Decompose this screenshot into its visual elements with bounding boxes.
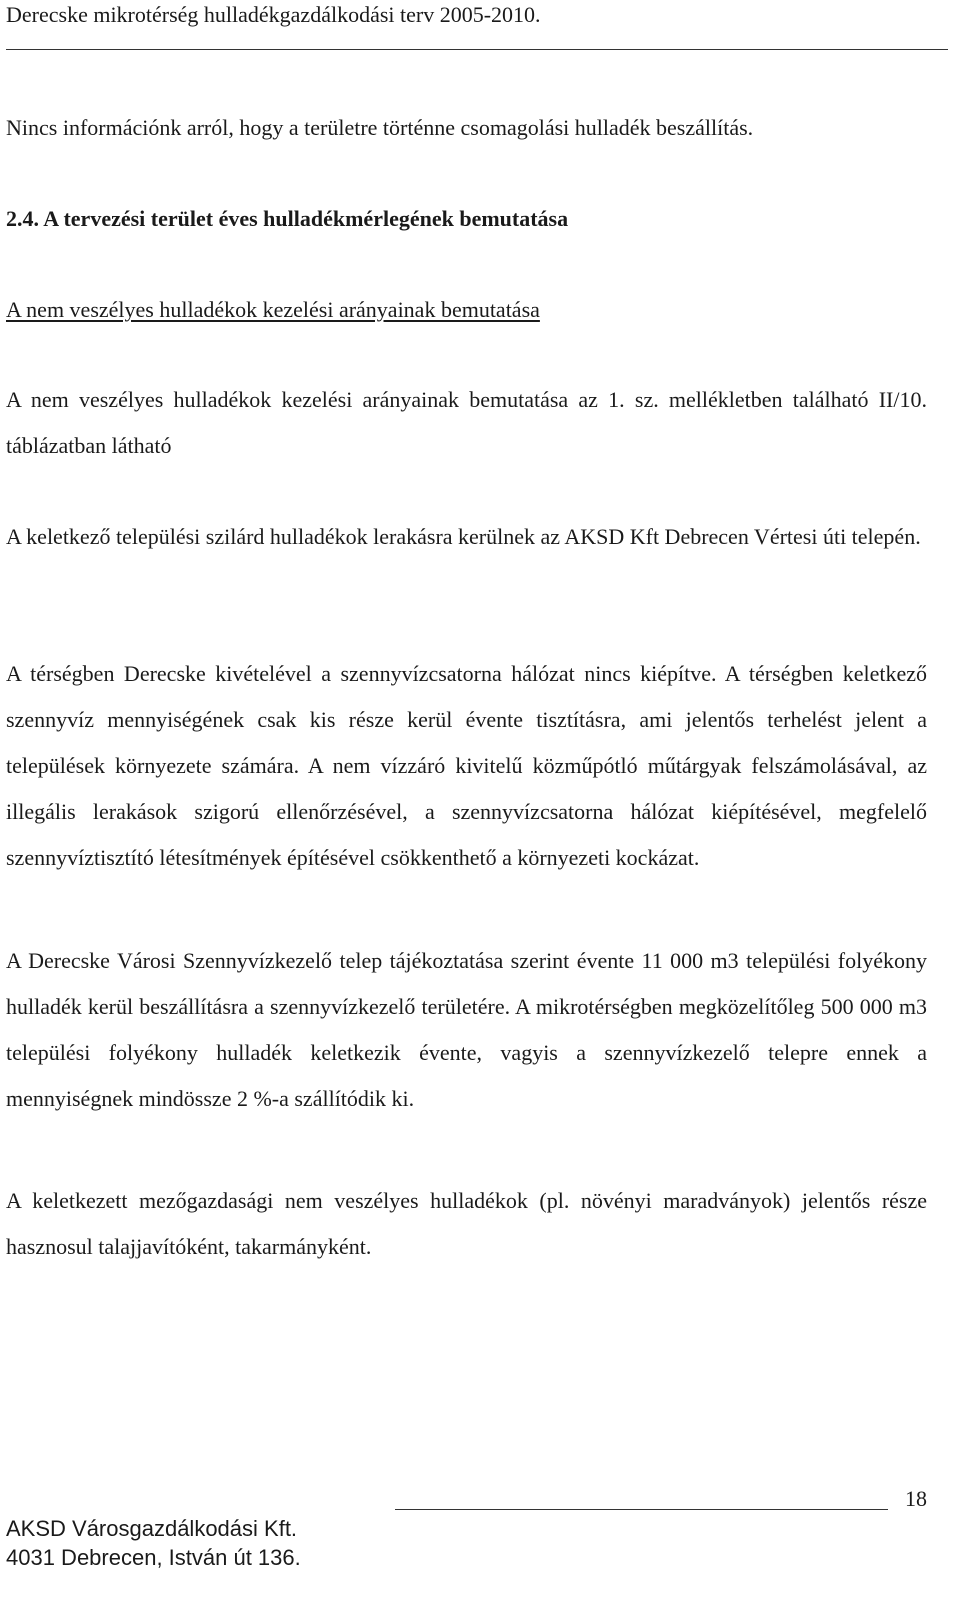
- footer-address: 4031 Debrecen, István út 136.: [6, 1545, 301, 1570]
- page-number: 18: [905, 1486, 927, 1511]
- header-divider: [6, 49, 948, 50]
- paragraph-packaging-waste: Nincs információnk arról, hogy a területre történne csomagolási hulladék beszállítás.: [6, 115, 754, 140]
- footer-divider: [395, 1509, 888, 1510]
- subheading-treatment-ratios: A nem veszélyes hulladékok kezelési arányainak bemutatása: [6, 297, 540, 322]
- footer-company: AKSD Városgazdálkodási Kft.: [6, 1516, 298, 1541]
- paragraph-liquid-waste: A Derecske Városi Szennyvízkezelő telep tájékoztatása szerint évente 11 000 m3 települési folyékony hulladék kerül beszállításra a szennyvízkezelő területére. A mikrotérségben megközelítőleg 500 000 m3 települési folyékony hulladék keletkezik évente, vagyis a szennyvízkezelő telepre ennek a mennyiségnek mindössze 2 %-a szállítódik ki.: [6, 948, 927, 1111]
- paragraph-treatment-ratios: A nem veszélyes hulladékok kezelési arányainak bemutatása az 1. sz. mellékletben található II/10. táblázatban látható: [6, 387, 927, 458]
- section-heading-2-4: 2.4. A tervezési terület éves hulladékmérlegének bemutatása: [6, 206, 569, 231]
- paragraph-municipal-waste: A keletkező települési szilárd hulladékok lerakásra kerülnek az AKSD Kft Debrecen Vértesi úti telepén.: [6, 524, 921, 549]
- page-header-title: Derecske mikrotérség hulladékgazdálkodási terv 2005-2010.: [6, 2, 541, 27]
- paragraph-sewage-network: A térségben Derecske kivételével a szennyvízcsatorna hálózat nincs kiépítve. A térségben keletkező szennyvíz mennyiségének csak kis része kerül évente tisztításra, ami jelentős terhelést jelent a települések környezete számára. A nem vízzáró kivitelű közműpótló műtárgyak felszámolásával, az illegális lerakások szigorú ellenőrzésével, a szennyvízcsatorna hálózat kiépítésével, megfelelő szennyvíztisztító létesítmények építésével csökkenthető a környezeti kockázat.: [6, 661, 927, 870]
- paragraph-agricultural-waste: A keletkezett mezőgazdasági nem veszélyes hulladékok (pl. növényi maradványok) jelentős része hasznosul talajjavítóként, takarmányként.: [6, 1188, 927, 1259]
